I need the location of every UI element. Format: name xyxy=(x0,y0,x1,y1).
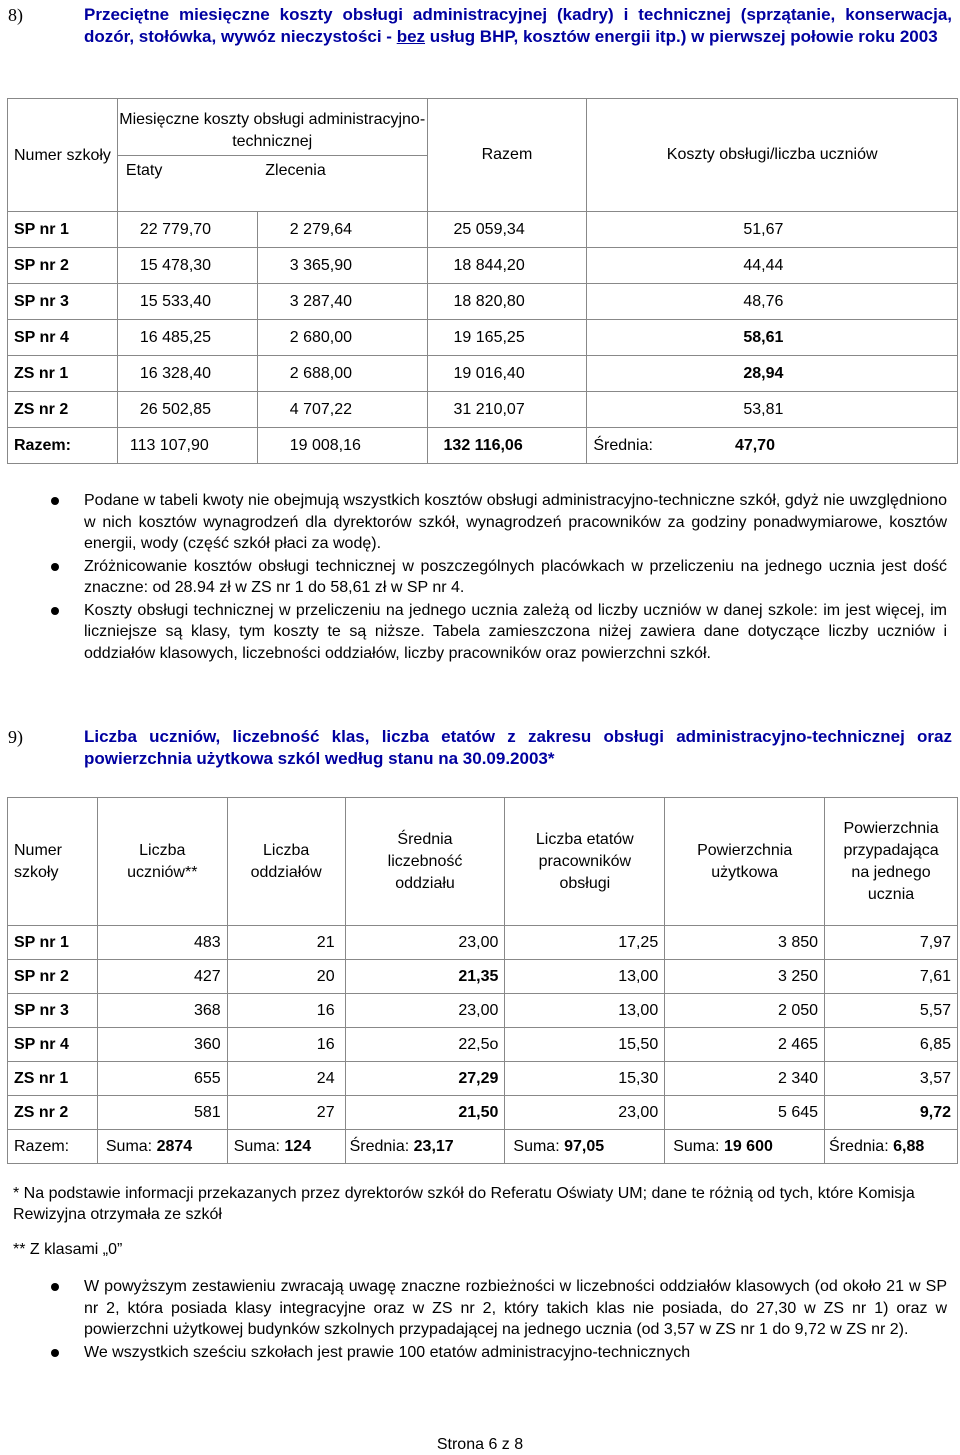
cell-total-etaty: 113 107,90 xyxy=(117,428,257,464)
cell-total-powierzchnia xyxy=(665,1130,825,1164)
table-row xyxy=(8,356,958,392)
table-row xyxy=(8,284,958,320)
header-koszty-per-uczen: Koszty obsługi/liczba uczniów xyxy=(587,99,958,212)
cell-etaty: 15 533,40 xyxy=(117,284,257,320)
cell-etaty: 22 779,70 xyxy=(117,212,257,248)
cell-total-razem: 132 116,06 xyxy=(427,428,587,464)
total-label: Suma: xyxy=(673,1137,720,1155)
cell-razem: 18 844,20 xyxy=(427,248,587,284)
cell-total-oddzialow xyxy=(227,1130,345,1164)
cell-razem: 18 820,80 xyxy=(427,284,587,320)
cell-koszty: 58,61 xyxy=(587,320,958,356)
cell-school: ZS nr 1 xyxy=(8,356,118,392)
header-srednia-liczebnosc: Średnia liczebność oddziału xyxy=(345,798,505,926)
table-row xyxy=(8,1028,958,1062)
cell-total-srednia xyxy=(345,1130,505,1164)
cell-school: SP nr 2 xyxy=(8,248,118,284)
cell-etaty: 16 485,25 xyxy=(117,320,257,356)
cell-school: SP nr 4 xyxy=(8,1028,98,1062)
cell-srednia: 21,50 xyxy=(345,1096,505,1130)
average-label: Średnia: xyxy=(593,436,653,454)
cell-pow-na-ucznia: 9,72 xyxy=(825,1096,958,1130)
section-9-number: 9) xyxy=(8,727,23,747)
cell-pow-na-ucznia: 5,57 xyxy=(825,994,958,1028)
cell-powierzchnia: 5 645 xyxy=(665,1096,825,1130)
average-value: 47,70 xyxy=(734,436,775,454)
cell-razem: 31 210,07 xyxy=(427,392,587,428)
cell-powierzchnia: 3 850 xyxy=(665,926,825,960)
header-razem: Razem xyxy=(427,99,587,212)
table-total-row xyxy=(8,1130,958,1164)
cell-koszty: 44,44 xyxy=(587,248,958,284)
cell-etaty: 15 478,30 xyxy=(117,248,257,284)
total-value: 97,05 xyxy=(564,1137,605,1155)
cell-pow-na-ucznia: 7,61 xyxy=(825,960,958,994)
cell-total-label: Razem: xyxy=(8,1130,98,1164)
header-school: Numer szkoły xyxy=(8,798,98,926)
header-school: Numer szkoły xyxy=(8,99,118,212)
section-8-title-part2: usług BHP, kosztów energii itp.) w pierwszej połowie roku 2003 xyxy=(425,27,938,46)
cell-etatow: 23,00 xyxy=(505,1096,665,1130)
cell-oddzialow: 27 xyxy=(227,1096,345,1130)
cell-etaty: 16 328,40 xyxy=(117,356,257,392)
cell-total-average xyxy=(587,428,958,464)
cell-srednia: 27,29 xyxy=(345,1062,505,1096)
cell-koszty: 28,94 xyxy=(587,356,958,392)
table-total-row xyxy=(8,428,958,464)
bullet-icon xyxy=(51,607,59,615)
cell-total-uczniow xyxy=(97,1130,227,1164)
cell-oddzialow: 16 xyxy=(227,994,345,1028)
cell-etatow: 13,00 xyxy=(505,994,665,1028)
costs-table xyxy=(7,98,958,464)
header-monthly-costs: Miesięczne koszty obsługi administracyjno-technicznej xyxy=(117,99,427,156)
cell-uczniow: 581 xyxy=(97,1096,227,1130)
cell-uczniow: 483 xyxy=(97,926,227,960)
header-etatow: Liczba etatów pracowników obsługi xyxy=(505,798,665,926)
cell-etatow: 17,25 xyxy=(505,926,665,960)
total-label: Suma: xyxy=(513,1137,560,1155)
cell-oddzialow: 16 xyxy=(227,1028,345,1062)
cell-etatow: 13,00 xyxy=(505,960,665,994)
total-label: Suma: xyxy=(233,1137,280,1155)
cell-etatow: 15,50 xyxy=(505,1028,665,1062)
cell-koszty: 51,67 xyxy=(587,212,958,248)
header-pow-na-ucznia: Powierzchnia przypadająca na jednego ucznia xyxy=(825,798,958,926)
cell-koszty: 53,81 xyxy=(587,392,958,428)
school-stats-table xyxy=(7,797,958,1164)
cell-zlecenia: 3 287,40 xyxy=(257,284,427,320)
table-row xyxy=(8,1062,958,1096)
bullet-icon xyxy=(51,497,59,505)
list-item: Podane w tabeli kwoty nie obejmują wszystkich kosztów obsługi administracyjno-techniczne szkół, gdyż nie uwzględniono w nich kosztów wynagrodzeń dla dyrektorów szkół, wynagrodzeń pracowników za godziny ponadwymiarowe, kosztów energii, wody (część szkół płaci za wodę). xyxy=(40,490,947,555)
cell-etatow: 15,30 xyxy=(505,1062,665,1096)
header-powierzchnia: Powierzchnia użytkowa xyxy=(665,798,825,926)
total-label: Średnia: xyxy=(349,1137,410,1155)
table-row xyxy=(8,248,958,284)
cell-srednia: 23,00 xyxy=(345,994,505,1028)
cell-razem: 19 165,25 xyxy=(427,320,587,356)
cell-powierzchnia: 2 340 xyxy=(665,1062,825,1096)
section-8-title-part1: Przeciętne miesięczne koszty obsługi administracyjnej (kadry) i technicznej (sprzątanie, konserwacja, dozór, stołówka, wywóz nieczystości - xyxy=(84,5,952,46)
cell-etaty: 26 502,85 xyxy=(117,392,257,428)
cell-powierzchnia: 2 465 xyxy=(665,1028,825,1062)
cell-uczniow: 368 xyxy=(97,994,227,1028)
total-value: 23,17 xyxy=(413,1137,454,1155)
cell-oddzialow: 21 xyxy=(227,926,345,960)
cell-razem: 25 059,34 xyxy=(427,212,587,248)
bullet-icon xyxy=(51,1283,59,1291)
section-9-heading xyxy=(8,726,952,770)
table-row xyxy=(8,926,958,960)
table-row xyxy=(8,212,958,248)
table-row xyxy=(8,994,958,1028)
cell-koszty: 48,76 xyxy=(587,284,958,320)
section-8-number: 8) xyxy=(8,5,23,25)
cell-school: ZS nr 2 xyxy=(8,392,118,428)
cell-pow-na-ucznia: 7,97 xyxy=(825,926,958,960)
section-9-title: Liczba uczniów, liczebność klas, liczba etatów z zakresu obsługi administracyjno-technicznej oraz powierzchnia użytkowa szkól według stanu na 30.09.2003* xyxy=(84,727,952,768)
total-label: Średnia: xyxy=(829,1137,889,1155)
total-label: Suma: xyxy=(105,1137,153,1155)
footnote-double-star: ** Z klasami „0” xyxy=(13,1241,123,1258)
cell-oddzialow: 20 xyxy=(227,960,345,994)
header-etaty: Etaty xyxy=(117,156,257,212)
header-zlecenia: Zlecenia xyxy=(257,156,427,212)
cell-school: SP nr 1 xyxy=(8,212,118,248)
cell-srednia: 23,00 xyxy=(345,926,505,960)
cell-zlecenia: 2 279,64 xyxy=(257,212,427,248)
table-row xyxy=(8,320,958,356)
list-item: Zróżnicowanie kosztów obsługi technicznej w poszczególnych placówkach w przeliczeniu na jednego ucznia jest dość znaczne: od 28.94 zł w ZS nr 1 do 58,61 zł w SP nr 4. xyxy=(40,556,947,599)
header-oddzialow: Liczba oddziałów xyxy=(227,798,345,926)
total-value: 2874 xyxy=(156,1137,193,1155)
list-item: Koszty obsługi technicznej w przeliczeniu na jednego ucznia zależą od liczby uczniów w danej szkole: im jest więcej, im liczniejsze są klasy, tym koszty te są niższe. Tabela zamieszczona niżej zawiera dane dotyczące liczby uczniów i oddziałów klasowych, liczebności oddziałów, liczby pracowników oraz powierzchni szkół. xyxy=(40,600,947,665)
cell-powierzchnia: 3 250 xyxy=(665,960,825,994)
cell-powierzchnia: 2 050 xyxy=(665,994,825,1028)
notes-list-1 xyxy=(40,490,947,665)
cell-zlecenia: 2 680,00 xyxy=(257,320,427,356)
cell-school: SP nr 2 xyxy=(8,960,98,994)
cell-school: SP nr 3 xyxy=(8,994,98,1028)
header-uczniow: Liczba uczniów** xyxy=(97,798,227,926)
section-8-heading xyxy=(8,4,952,48)
cell-srednia: 21,35 xyxy=(345,960,505,994)
cell-zlecenia: 3 365,90 xyxy=(257,248,427,284)
cell-school: ZS nr 2 xyxy=(8,1096,98,1130)
bullet-icon xyxy=(51,563,59,571)
table-row xyxy=(8,960,958,994)
cell-school: SP nr 1 xyxy=(8,926,98,960)
table-row xyxy=(8,1096,958,1130)
cell-school: SP nr 4 xyxy=(8,320,118,356)
footnote-star: * Na podstawie informacji przekazanych przez dyrektorów szkół do Referatu Oświaty UM; dane te różnią od tych, które Komisja Rewizyjna otrzymała ze szkół xyxy=(13,1185,915,1223)
cell-uczniow: 655 xyxy=(97,1062,227,1096)
cell-school: SP nr 3 xyxy=(8,284,118,320)
bullet-icon xyxy=(51,1349,59,1357)
cell-zlecenia: 2 688,00 xyxy=(257,356,427,392)
section-8-title-underlined: bez xyxy=(396,27,426,46)
cell-srednia: 22,5o xyxy=(345,1028,505,1062)
total-value: 6,88 xyxy=(893,1137,925,1155)
cell-uczniow: 427 xyxy=(97,960,227,994)
cell-uczniow: 360 xyxy=(97,1028,227,1062)
cell-razem: 19 016,40 xyxy=(427,356,587,392)
cell-pow-na-ucznia: 6,85 xyxy=(825,1028,958,1062)
page-number: Strona 6 z 8 xyxy=(436,1436,524,1453)
total-value: 124 xyxy=(284,1137,312,1155)
cell-pow-na-ucznia: 3,57 xyxy=(825,1062,958,1096)
cell-school: ZS nr 1 xyxy=(8,1062,98,1096)
cell-zlecenia: 4 707,22 xyxy=(257,392,427,428)
cell-oddzialow: 24 xyxy=(227,1062,345,1096)
total-value: 19 600 xyxy=(723,1137,773,1155)
cell-total-etatow xyxy=(505,1130,665,1164)
list-item: We wszystkich sześciu szkołach jest prawie 100 etatów administracyjno-technicznych xyxy=(40,1342,947,1364)
cell-total-pow-na-ucznia xyxy=(825,1130,958,1164)
cell-total-label: Razem: xyxy=(8,428,118,464)
table-row xyxy=(8,392,958,428)
notes-list-2 xyxy=(40,1276,947,1364)
cell-total-zlecenia: 19 008,16 xyxy=(257,428,427,464)
list-item: W powyższym zestawieniu zwracają uwagę znaczne rozbieżności w liczebności oddziałów klasowych (od około 21 w SP nr 2, która posiada klasy integracyjne oraz w ZS nr 2, który takich klas nie posiada, do 27,30 w ZS nr 1) oraz w powierzchni użytkowej budynków szkolnych przypadającej na jednego ucznia (od 3,57 w ZS nr 1 do 9,72 w ZS nr 2). xyxy=(40,1276,947,1341)
